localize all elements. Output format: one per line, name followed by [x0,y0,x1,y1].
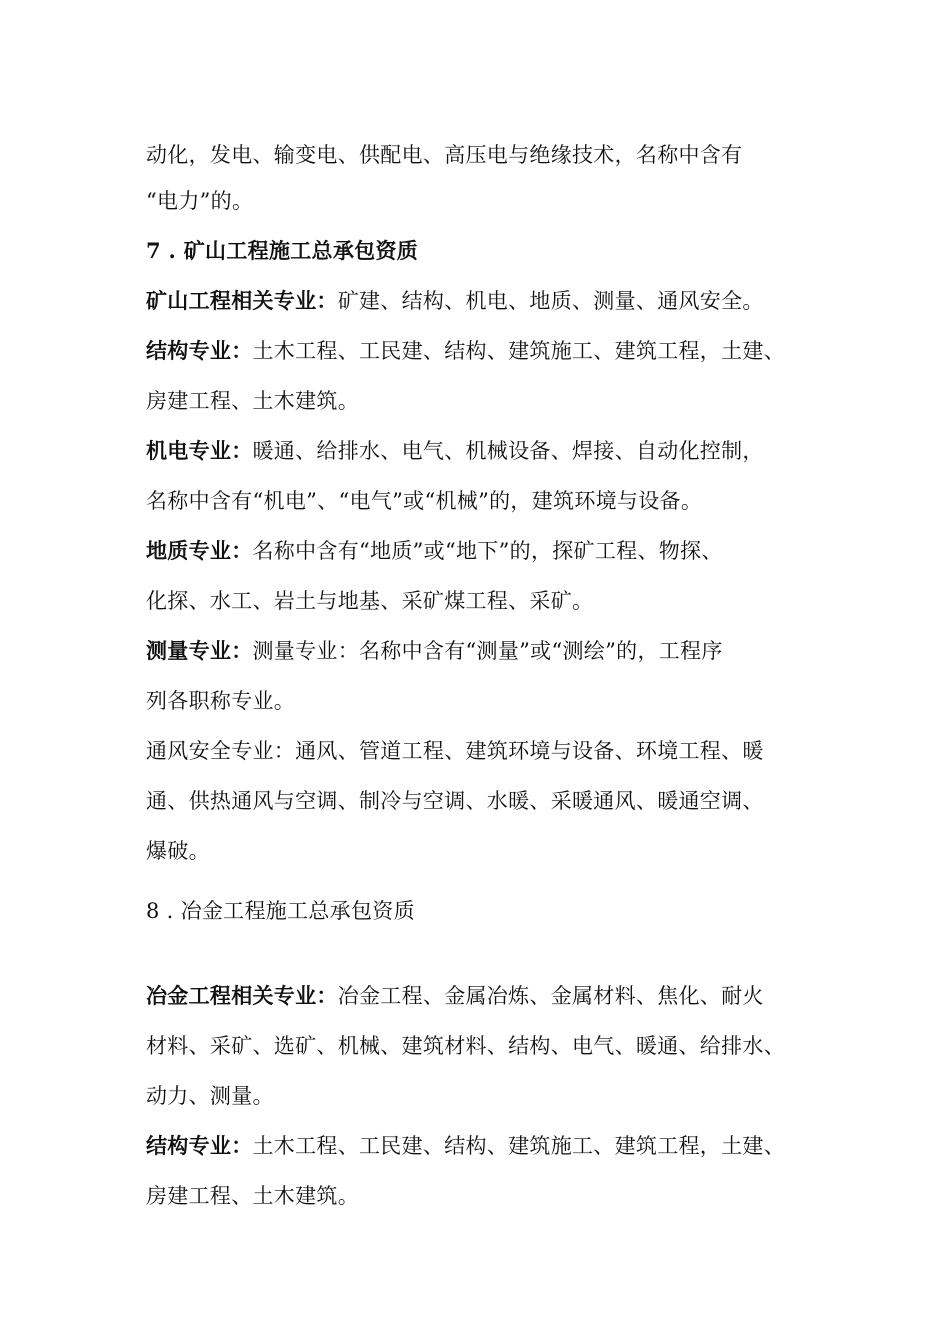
paragraph-line: “电力”的。 [146,189,254,213]
field-text: 暖通、给排水、电气、机械设备、焊接、自动化控制， [252,439,764,463]
geology-majors [146,538,723,564]
field-text: 名称中含有“地质”或“地下”的，探矿工程、物探、 [252,539,723,563]
paragraph-line: 爆破。 [146,839,210,863]
paragraph-line: 名称中含有“机电”、“电气”或“机械”的，建筑环境与设备。 [146,489,703,513]
paragraph-line: 化探、水工、岩土与地基、采矿煤工程、采矿。 [146,589,594,613]
paragraph-line: 通、供热通风与空调、制冷与空调、水暖、采暖通风、暖通空调、 [146,789,764,813]
section-heading-metallurgy: 8 . 冶金工程施工总承包资质 [146,899,415,923]
field-label: 结构专业： [146,338,253,363]
structure-majors [146,338,785,364]
electromechanical-majors [146,438,764,464]
field-text: 矿建、结构、机电、地质、测量、通风安全。 [337,289,764,313]
paragraph-line: 列各职称专业。 [146,689,296,713]
mining-related-majors [146,288,764,314]
field-text: 土木工程、工民建、结构、建筑施工、建筑工程，土建、 [252,1134,785,1158]
field-label: 矿山工程相关专业： [146,288,338,313]
field-label: 冶金工程相关专业： [146,983,338,1008]
section-heading-mining: 7 . 矿山工程施工总承包资质 [146,238,419,263]
paragraph-line: 房建工程、土木建筑。 [146,1184,359,1208]
field-label: 结构专业： [146,1133,253,1158]
metallurgy-related-majors [146,983,764,1009]
surveying-majors [146,638,723,664]
field-text: 测量专业：名称中含有“测量”或“测绘”的，工程序 [252,639,723,663]
field-label: 测量专业： [146,638,253,663]
paragraph-line: 动力、测量。 [146,1084,274,1108]
paragraph-line: 房建工程、土木建筑。 [146,389,359,413]
field-label: 机电专业： [146,438,253,463]
field-text: 土木工程、工民建、结构、建筑施工、建筑工程，土建、 [252,339,785,363]
paragraph-line: 动化，发电、输变电、供配电、高压电与绝缘技术，名称中含有 [146,143,743,167]
paragraph-line: 材料、采矿、选矿、机械、建筑材料、结构、电气、暖通、给排水、 [146,1034,785,1058]
ventilation-majors: 通风安全专业：通风、管道工程、建筑环境与设备、环境工程、暖 [146,739,764,763]
field-label: 地质专业： [146,538,253,563]
structure-majors [146,1133,785,1159]
field-text: 冶金工程、金属冶炼、金属材料、焦化、耐火 [337,984,764,1008]
